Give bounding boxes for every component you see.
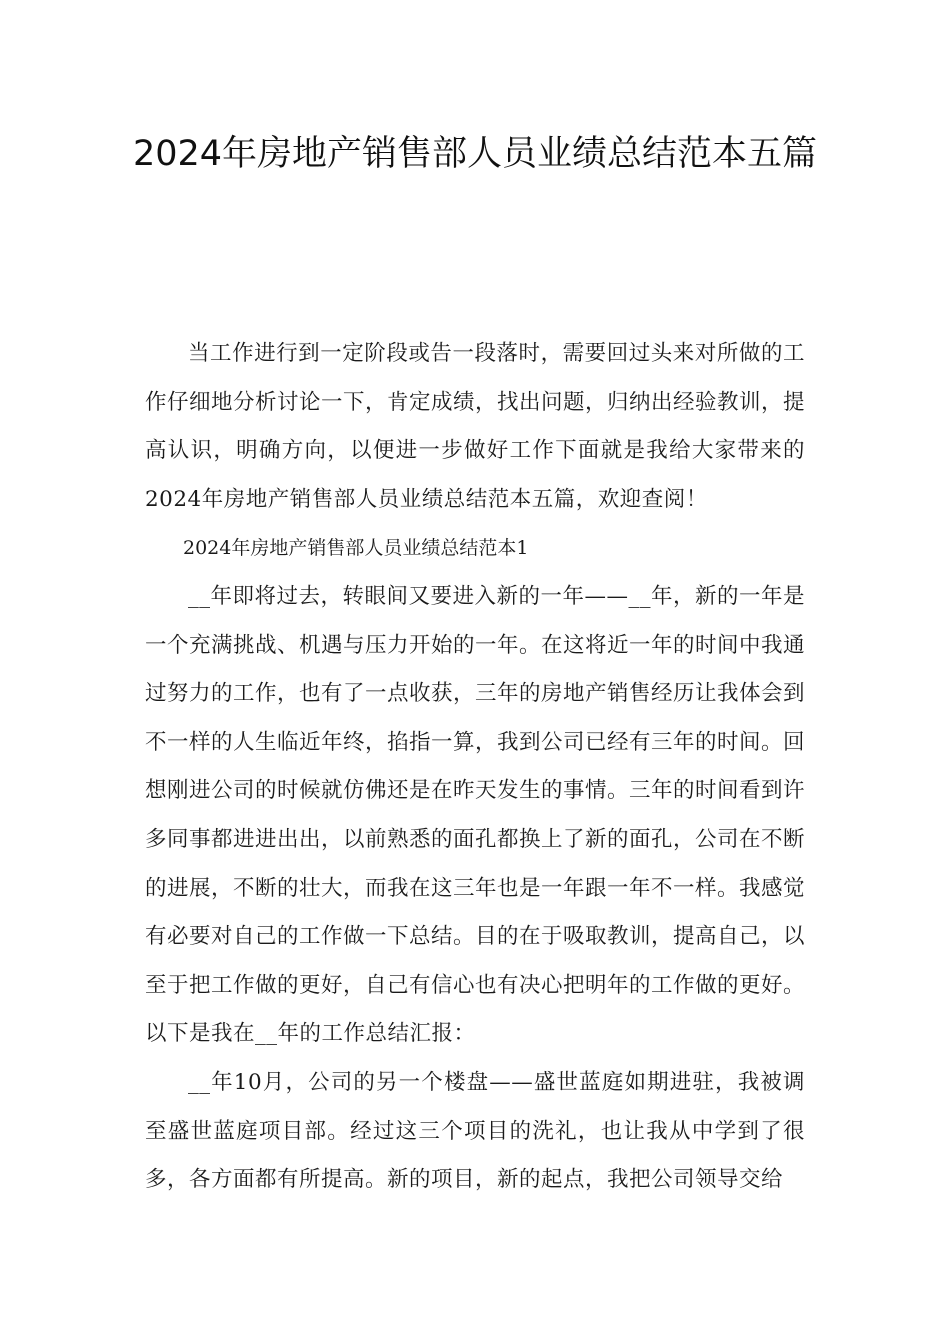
body-paragraph: __年10月，公司的另一个楼盘——盛世蓝庭如期进驻，我被调至盛世蓝庭项目部。经过这三个项目的洗礼，也让我从中学到了很多，各方面都有所提高。新的项目，新的起点，我把公司领导交给 [145, 1069, 805, 1193]
section-heading: 2024年房地产销售部人员业绩总结范本1 [183, 537, 529, 560]
document-body [145, 330, 805, 1205]
body-paragraph: __年即将过去，转眼间又要进入新的一年——__年，新的一年是一个充满挑战、机遇与压力开始的一年。在这将近一年的时间中我通过努力的工作，也有了一点收获，三年的房地产销售经历让我体会到不一样的人生临近年终，掐指一算，我到公司已经有三年的时间。回想刚进公司的时候就仿佛还是在昨天发生的事情。三年的时间看到许多同事都进进出出，以前熟悉的面孔都换上了新的面孔，公司在不断的进展，不断的壮大，而我在这三年也是一年跟一年不一样。我感觉有必要对自己的工作做一下总结。目的在于吸取教训，提高自己，以至于把工作做的更好，自己有信心也有决心把明年的工作做的更好。以下是我在__年的工作总结汇报： [145, 583, 806, 1047]
intro-paragraph: 当工作进行到一定阶段或告一段落时，需要回过头来对所做的工作仔细地分析讨论一下，肯定成绩，找出问题，归纳出经验教训，提高认识，明确方向，以便进一步做好工作下面就是我给大家带来的2024年房地产销售部人员业绩总结范本五篇，欢迎查阅！ [145, 341, 806, 512]
document-title: 2024年房地产销售部人员业绩总结范本五篇 [132, 134, 818, 174]
